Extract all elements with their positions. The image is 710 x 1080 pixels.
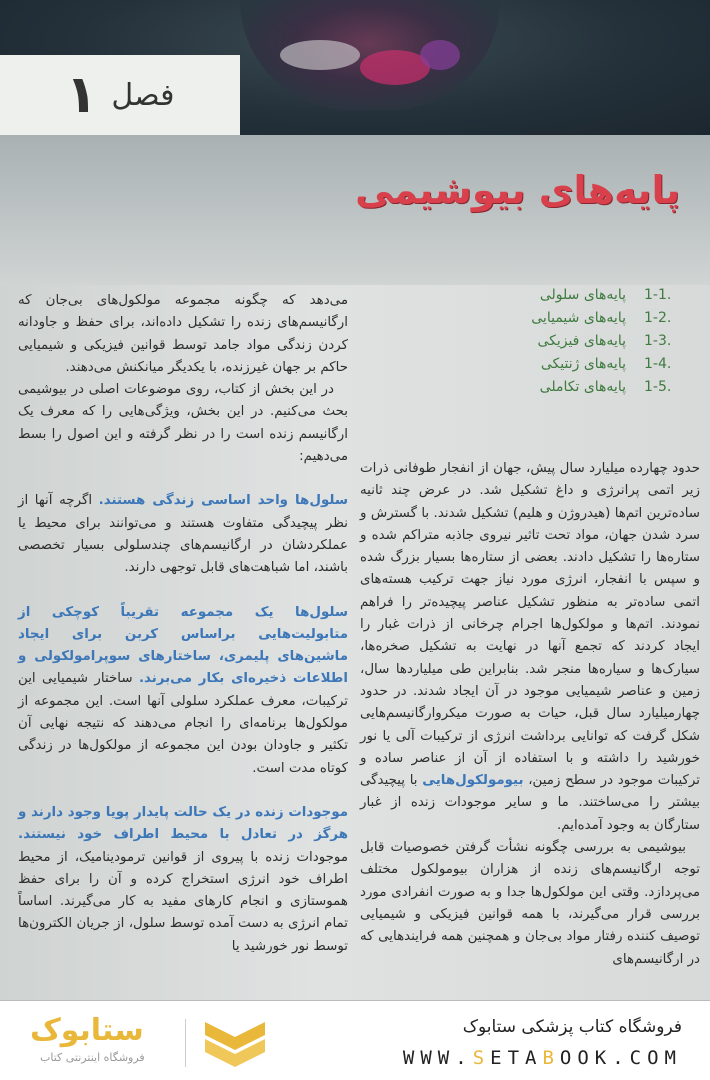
toc-item bbox=[531, 329, 680, 352]
toc-label: پایه‌های سلولی bbox=[539, 286, 626, 303]
highlight-text: سلول‌ها واحد اساسی زندگی هستند. bbox=[98, 493, 348, 509]
chapter-number: ۱ bbox=[65, 65, 98, 125]
paragraph bbox=[18, 490, 348, 579]
toc-number: 1-2. bbox=[644, 309, 672, 326]
toc-label: پایه‌های تکاملی bbox=[539, 378, 626, 395]
chapter-title: پایه‌های بیوشیمی bbox=[355, 168, 680, 212]
highlight-text: موجودات زنده در یک حالت پایدار پویا وجود دارند و هرگز در تعادل با محیط اطراف خود نیستند. bbox=[18, 804, 348, 843]
section-list bbox=[531, 283, 680, 398]
store-footer bbox=[0, 1000, 710, 1080]
url-part: OOK.COM bbox=[559, 1047, 682, 1069]
toc-item bbox=[531, 283, 680, 306]
chevron-logo-icon bbox=[200, 1017, 270, 1069]
paragraph: بیوشیمی به بررسی چگونه نشأت گرفتن خصوصیات قابل توجه ارگانیسم‌های زنده از هزاران بیومولکول مختلف می‌پردازد. وقتی این مولکول‌ها جدا و به صورت انفرادی مورد بررسی قرار می‌گیرند، با همه قوانین فیزیکی و شیمیایی توصیف کننده رفتار مواد بی‌جان و همچنین همه فرایندهایی که در ارگانیسم‌های bbox=[360, 840, 700, 967]
toc-item bbox=[531, 306, 680, 329]
paragraph bbox=[18, 802, 348, 958]
paragraph bbox=[360, 458, 700, 837]
logo-divider bbox=[185, 1019, 186, 1067]
highlight-text: بیومولکول‌هایی bbox=[422, 773, 524, 789]
toc-number: 1-1. bbox=[644, 286, 672, 303]
brand-tagline: فروشگاه اینترنتی کتاب bbox=[40, 1051, 145, 1064]
body-text: موجودات زنده با پیروی از قوانین ترمودینامیک، از محیط اطراف خود انرژی استخراج کرده و آن را برای حفظ هموستازی و انجام کارهای مفید به کار می‌گیرند. اساساً تمام انرژی به دست آمده توسط سلول، از جریان الکترون‌ها توسط نور خورشید یا bbox=[18, 849, 348, 954]
highlight-text: سلول‌ها یک مجموعه تقریباً کوچکی از متابولیت‌هایی براساس کربن برای ایجاد ماشین‌های پلیمری، ساختارهای سوپرامولکولی و اطلاعات ذخیره‌ای بکار می‌برند. bbox=[18, 604, 348, 687]
left-column bbox=[18, 290, 348, 958]
right-column bbox=[360, 458, 700, 971]
cell-illustration bbox=[240, 0, 500, 110]
chapter-label bbox=[0, 55, 240, 135]
url-part: ETA bbox=[490, 1047, 543, 1069]
toc-label: پایه‌های شیمیایی bbox=[531, 309, 626, 326]
toc-item bbox=[531, 352, 680, 375]
body-text: حدود چهارده میلیارد سال پیش، جهان از انفجار طوفانی ذرات زیر اتمی پرانرژی و داغ تشکیل شد. در عرض چند ثانیه ساده‌ترین اتم‌ها (هیدروژن و هلیم) تشکیل شدند. با گسترش و سرد شدن جهان، مواد تحت تاثیر نیروی جاذبه متراکم شده و ستاره‌ها را تشکیل دادند. بعضی از ستاره‌ها بسیار بزرگ شده و سپس با انفجار، انرژی مورد نیاز جهت ترکیب هسته‌های اتمی ساده‌تر به منظور تشکیل عناصر پیچیده‌تر را فراهم نمودند. اتم‌ها و مولکول‌ها اجرام چرخانی از ذرات غبار را ایجاد کردند که تجمع آنها در نهایت به تشکیل صخره‌ها، سیارک‌ها و سیاره‌ها منجر شد. بنابراین طی میلیاردها سال، زمین و عناصر شیمیایی موجود در آن ایجاد شدند. در حدود چهارمیلیارد سال قبل، حیات به صورت میکروارگانیسم‌هایی شکل گرفت که توانایی برداشت انرژی از ترکیبات آلی یا نور خورشید را داشته و با استفاده از آن از عناصر ساده و ترکیبات موجود در سطح زمین، bbox=[360, 461, 701, 789]
body-text: اگرچه آنها از نظر پیچیدگی متفاوت هستند و می‌توانند برای محیط یا عملکردشان در ارگانیسم‌های چندسلولی بسیار تخصصی باشند، اما شباهت‌های قابل توجهی دارند. bbox=[18, 493, 348, 576]
toc-number: 1-3. bbox=[644, 332, 672, 349]
toc-label: پایه‌های ژنتیکی bbox=[540, 355, 626, 372]
url-part: WWW. bbox=[402, 1047, 473, 1069]
body-text: ساختار شیمیایی این ترکیبات، معرف عملکرد سلولی آنها است. این مجموعه از مولکول‌ها برنامه‌ای را انجام می‌دهند که نتیجه نهایی آن تکثیر و جاودان بودن این مجموعه از مولکول‌ها در زندگی کوتاه مدت است. bbox=[18, 671, 348, 776]
toc-item bbox=[531, 375, 680, 398]
brand-logo-text: ستابوک bbox=[30, 1013, 144, 1048]
toc-number: 1-4. bbox=[644, 355, 672, 372]
toc-label: پایه‌های فیزیکی bbox=[537, 332, 626, 349]
store-name: فروشگاه کتاب پزشکی ستابوک bbox=[462, 1017, 682, 1037]
paragraph bbox=[18, 602, 348, 780]
body-text: با پیچیدگی بیشتر را می‌ساختند. ما و سایر موجودات زنده از غبار ستارگان به وجود آمده‌ایم. bbox=[360, 773, 700, 833]
paragraph: در این بخش از کتاب، روی موضوعات اصلی در بیوشیمی بحث می‌کنیم. در این بخش، ویژگی‌هایی را که معرف یک ارگانیسم زنده است را در نظر گرفته و این اصول را بسط می‌دهیم: bbox=[18, 382, 348, 465]
url-part: S bbox=[472, 1047, 491, 1069]
paragraph: می‌دهد که چگونه مجموعه مولکول‌های بی‌جان که ارگانیسم‌های زنده را تشکیل داده‌اند، برای حفظ و جاودانه کردن زندگی مواد جامد توسط قوانین فیزیکی و شیمیایی حاکم بر جهان غیرزنده، با یکدیگر میانکنش می‌دهند. bbox=[18, 293, 348, 375]
toc-number: 1-5. bbox=[644, 378, 672, 395]
chapter-word: فصل bbox=[111, 77, 175, 113]
store-url[interactable] bbox=[403, 1047, 682, 1069]
url-part: B bbox=[542, 1047, 560, 1069]
